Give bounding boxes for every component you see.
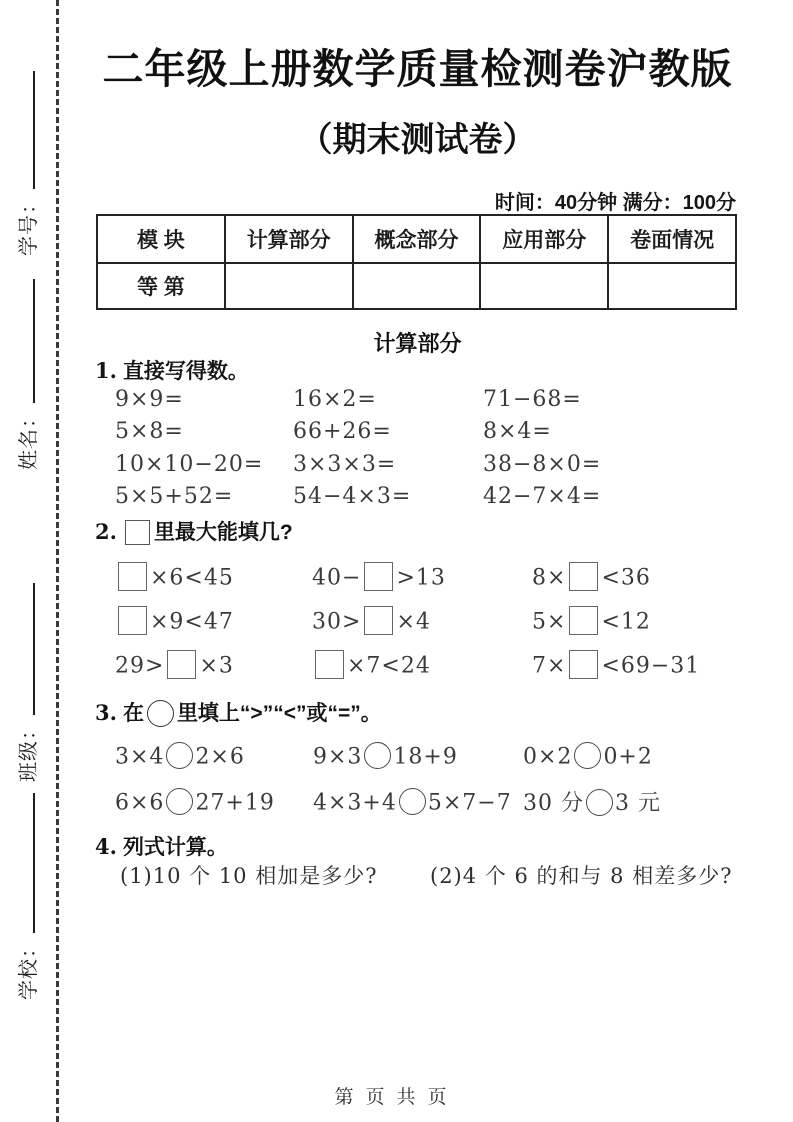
score-table-grade-row bbox=[97, 263, 736, 309]
q2-expression bbox=[312, 562, 532, 595]
score-col-calculation: 计算部分 bbox=[225, 215, 353, 263]
expr-after: ×7<24 bbox=[347, 653, 431, 678]
exam-meta: 时间：40分钟 满分：100分 bbox=[494, 192, 736, 214]
q3-comparison bbox=[115, 742, 313, 773]
question-3-grid bbox=[95, 734, 740, 826]
answer-circle bbox=[574, 742, 601, 769]
q3-comparison bbox=[313, 788, 523, 819]
score-col-module: 模 块 bbox=[97, 215, 225, 263]
question-3-title-after: 里填上“>”“<”或“=”。 bbox=[176, 702, 382, 725]
expr-after: 18+9 bbox=[393, 744, 458, 769]
question-4-grid bbox=[95, 858, 740, 892]
expr-after: 27+19 bbox=[195, 790, 275, 815]
expr-after: >13 bbox=[396, 565, 446, 590]
answer-box bbox=[569, 606, 598, 635]
question-4-number: 4. bbox=[95, 834, 117, 859]
question-4-heading bbox=[95, 831, 740, 861]
q3-comparison bbox=[313, 742, 523, 773]
q3-comparison bbox=[523, 786, 740, 820]
page-title: 二年级上册数学质量检测卷沪教版 bbox=[102, 46, 733, 92]
expr-after: 5×7−7 bbox=[427, 790, 512, 815]
expr-before: 40− bbox=[312, 565, 362, 590]
margin-field-school bbox=[12, 793, 41, 1000]
expr-before: 9×3 bbox=[313, 744, 363, 769]
expr-after: 2×6 bbox=[195, 744, 245, 769]
score-col-concept: 概念部分 bbox=[353, 215, 481, 263]
question-3-title-before: 在 bbox=[122, 702, 144, 725]
student-id-blank-line bbox=[21, 71, 35, 189]
expr-before: 30> bbox=[312, 609, 362, 634]
school-blank-line bbox=[21, 793, 35, 933]
question-2-title: 里最大能填几? bbox=[153, 521, 293, 544]
answer-box bbox=[118, 562, 147, 591]
question-2-number: 2. bbox=[95, 519, 117, 544]
class-blank-line bbox=[21, 583, 35, 715]
expr-before: 8× bbox=[532, 565, 567, 590]
page-subtitle: （期末测试卷） bbox=[298, 121, 537, 159]
q1-expression: 42−7×4= bbox=[483, 484, 602, 510]
q2-expression bbox=[312, 650, 532, 683]
question-1-title: 直接写得数。 bbox=[122, 360, 249, 383]
expr-before: 4×3+4 bbox=[313, 790, 397, 815]
q2-expression bbox=[532, 650, 740, 683]
q2-expression bbox=[312, 606, 532, 639]
margin-field-student-id bbox=[12, 71, 41, 256]
q1-expression: 16×2= bbox=[293, 386, 377, 412]
expr-after: <69−31 bbox=[601, 653, 701, 678]
expr-before: 3×4 bbox=[115, 744, 165, 769]
expr-after: ×3 bbox=[199, 653, 234, 678]
question-3-number: 3. bbox=[95, 700, 117, 725]
question-2-heading bbox=[95, 516, 740, 547]
grade-empty-cell bbox=[608, 263, 736, 309]
q3-comparison bbox=[523, 742, 740, 773]
q2-expression bbox=[532, 606, 740, 639]
score-table-header-row bbox=[97, 215, 736, 263]
expr-after: 0+2 bbox=[603, 744, 653, 769]
question-1-grid bbox=[95, 383, 740, 513]
question-1-number: 1. bbox=[95, 358, 117, 383]
question-3-heading bbox=[95, 697, 740, 729]
expr-after: <36 bbox=[601, 565, 651, 590]
expr-before: 30 分 bbox=[523, 791, 584, 817]
expr-after: ×6<45 bbox=[150, 565, 234, 590]
name-blank-line bbox=[21, 279, 35, 403]
question-1-heading bbox=[95, 355, 740, 385]
class-label: 班级： bbox=[18, 719, 40, 782]
score-col-application: 应用部分 bbox=[480, 215, 608, 263]
q1-expression: 71−68= bbox=[483, 386, 582, 412]
binding-dashed-line bbox=[56, 0, 59, 1122]
answer-box bbox=[118, 606, 147, 635]
q1-expression: 3×3×3= bbox=[293, 451, 397, 477]
grade-label-cell: 等 第 bbox=[97, 263, 225, 309]
q2-expression bbox=[115, 562, 312, 595]
answer-circle bbox=[166, 788, 193, 815]
answer-box-icon bbox=[125, 520, 150, 545]
q2-expression bbox=[115, 650, 312, 683]
q1-expression: 54−4×3= bbox=[293, 484, 412, 510]
answer-box bbox=[569, 562, 598, 591]
expr-after: <12 bbox=[601, 609, 651, 634]
answer-box bbox=[315, 650, 344, 679]
answer-circle bbox=[586, 789, 613, 816]
expr-before: 29> bbox=[115, 653, 165, 678]
expr-after: 3 元 bbox=[615, 791, 661, 817]
section-title: 计算部分 bbox=[373, 331, 462, 356]
q1-expression: 5×8= bbox=[115, 419, 184, 445]
expr-before: 7× bbox=[532, 653, 567, 678]
score-table bbox=[96, 214, 737, 310]
q1-expression: 9×9= bbox=[115, 386, 184, 412]
answer-box bbox=[569, 650, 598, 679]
q1-expression: 66+26= bbox=[293, 419, 392, 445]
school-label: 学校： bbox=[18, 937, 40, 1000]
expr-before: 6×6 bbox=[115, 790, 165, 815]
expr-before: 0×2 bbox=[523, 744, 573, 769]
answer-box bbox=[364, 562, 393, 591]
q2-expression bbox=[115, 606, 312, 639]
q2-expression bbox=[532, 562, 740, 595]
score-col-presentation: 卷面情况 bbox=[608, 215, 736, 263]
margin-field-class bbox=[12, 583, 41, 782]
q1-expression: 38−8×0= bbox=[483, 451, 602, 477]
q1-expression: 8×4= bbox=[483, 419, 552, 445]
grade-empty-cell bbox=[480, 263, 608, 309]
q1-expression: 10×10−20= bbox=[115, 451, 264, 477]
answer-circle bbox=[166, 742, 193, 769]
answer-box bbox=[364, 606, 393, 635]
q4-word-problem: (2)4 个 6 的和与 8 相差多少? bbox=[430, 864, 733, 888]
answer-circle bbox=[364, 742, 391, 769]
expr-after: ×9<47 bbox=[150, 609, 234, 634]
q3-comparison bbox=[115, 788, 313, 819]
expr-after: ×4 bbox=[396, 609, 431, 634]
margin-field-name bbox=[12, 279, 41, 470]
question-4-title: 列式计算。 bbox=[122, 836, 228, 859]
question-2-grid bbox=[95, 556, 740, 688]
answer-circle-icon bbox=[147, 700, 174, 727]
grade-empty-cell bbox=[353, 263, 481, 309]
grade-empty-cell bbox=[225, 263, 353, 309]
q1-expression: 5×5+52= bbox=[115, 484, 234, 510]
answer-box bbox=[167, 650, 196, 679]
expr-before: 5× bbox=[532, 609, 567, 634]
answer-circle bbox=[399, 788, 426, 815]
student-id-label: 学号： bbox=[18, 193, 40, 256]
page-footer: 第页共页 bbox=[334, 1087, 459, 1108]
name-label: 姓名： bbox=[18, 407, 40, 470]
q4-word-problem: (1)10 个 10 相加是多少? bbox=[120, 864, 378, 888]
